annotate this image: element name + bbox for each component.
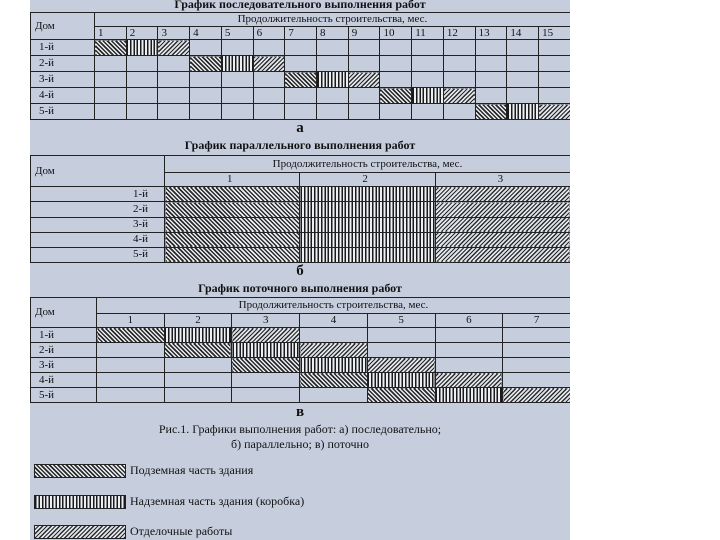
month-label: 5 <box>367 314 435 328</box>
work-bar-finish <box>158 40 190 56</box>
house-row <box>31 388 571 403</box>
house-row <box>31 40 571 56</box>
work-bar-finish <box>435 373 503 388</box>
schedule-cell <box>443 104 475 120</box>
work-bar-finish <box>253 56 285 72</box>
schedule-cell <box>158 104 190 120</box>
work-bar-above <box>300 247 435 262</box>
month-label: 6 <box>435 314 503 328</box>
month-label: 2 <box>164 314 232 328</box>
work-bar-finish <box>300 343 368 358</box>
month-label: 10 <box>380 27 412 40</box>
work-bar-finish <box>367 358 435 373</box>
work-bar-under <box>232 358 300 373</box>
month-label: 11 <box>412 27 444 40</box>
chart-b-title: График параллельного выполнения работ <box>184 138 416 152</box>
schedule-cell <box>232 388 300 403</box>
schedule-cell <box>380 56 412 72</box>
schedule-cell <box>97 373 165 388</box>
house-label: 2-й <box>31 343 97 358</box>
schedule-cell <box>190 72 222 88</box>
schedule-cell <box>126 88 158 104</box>
schedule-cell <box>380 104 412 120</box>
work-bar-under <box>165 247 300 262</box>
house-label: 5-й <box>31 247 165 262</box>
schedule-cell <box>190 88 222 104</box>
figure-caption-line-1: Рис.1. Графики выполнения работ: а) последовательно; <box>158 422 442 436</box>
schedule-cell <box>164 373 232 388</box>
schedule-cell <box>97 358 165 373</box>
work-bar-above <box>300 217 435 232</box>
work-bar-finish <box>435 217 570 232</box>
house-label: 2-й <box>31 202 165 217</box>
chart-c-letter: в <box>295 404 305 420</box>
chart-a-letter: а <box>296 120 304 136</box>
house-label: 5-й <box>31 388 97 403</box>
schedule-cell <box>507 40 539 56</box>
schedule-cell <box>285 104 317 120</box>
schedule-cell <box>412 104 444 120</box>
work-bar-above <box>300 232 435 247</box>
house-row <box>31 328 571 343</box>
work-bar-under <box>475 104 507 120</box>
header-row <box>31 13 571 27</box>
schedule-cell <box>285 88 317 104</box>
work-bar-finish <box>503 388 570 403</box>
house-row <box>31 104 571 120</box>
schedule-cell <box>285 56 317 72</box>
work-bar-finish <box>443 88 475 104</box>
work-bar-finish <box>435 232 570 247</box>
chart-b-letter: б <box>296 263 304 279</box>
dom-header: Дом <box>31 298 97 328</box>
schedule-cell <box>380 40 412 56</box>
chart-c-title: График поточного выполнения работ <box>198 281 402 295</box>
house-row <box>31 56 571 72</box>
schedule-cell <box>503 343 570 358</box>
month-label: 2 <box>126 27 158 40</box>
schedule-cell <box>317 88 349 104</box>
month-label: 1 <box>97 314 165 328</box>
schedule-cell <box>503 358 570 373</box>
work-bar-under <box>97 328 165 343</box>
house-label: 3-й <box>31 72 95 88</box>
work-bar-above <box>435 388 503 403</box>
house-label: 1-й <box>31 328 97 343</box>
months-row <box>31 314 571 328</box>
month-label: 4 <box>190 27 222 40</box>
schedule-cell <box>158 56 190 72</box>
schedule-cell <box>367 343 435 358</box>
house-label: 4-й <box>31 232 165 247</box>
months-row <box>31 27 571 40</box>
schedule-cell <box>348 88 380 104</box>
work-bar-under <box>367 388 435 403</box>
schedule-cell <box>221 40 253 56</box>
schedule-cell <box>190 40 222 56</box>
schedule-cell <box>443 40 475 56</box>
schedule-cell <box>475 72 507 88</box>
schedule-cell <box>190 104 222 120</box>
work-bar-under <box>165 187 300 202</box>
schedule-cell <box>300 388 368 403</box>
schedule-cell <box>97 388 165 403</box>
work-bar-finish <box>539 104 570 120</box>
schedule-cell <box>539 56 570 72</box>
schedule-cell <box>164 358 232 373</box>
document-sheet <box>30 0 570 540</box>
schedule-cell <box>95 88 127 104</box>
house-row <box>31 187 571 202</box>
legend-swatch-underground <box>34 464 126 478</box>
chart-a-table <box>30 12 570 120</box>
duration-header: Продолжительность строительства, мес. <box>97 298 571 314</box>
work-bar-under <box>165 232 300 247</box>
schedule-cell <box>539 40 570 56</box>
schedule-cell <box>95 72 127 88</box>
legend-swatch-aboveground <box>34 495 126 509</box>
work-bar-above <box>164 328 232 343</box>
month-label: 13 <box>475 27 507 40</box>
work-bar-under <box>285 72 317 88</box>
month-label: 1 <box>95 27 127 40</box>
schedule-cell <box>95 56 127 72</box>
work-bar-above <box>412 88 444 104</box>
schedule-cell <box>507 72 539 88</box>
house-row <box>31 343 571 358</box>
house-row <box>31 217 571 232</box>
work-bar-above <box>221 56 253 72</box>
house-row <box>31 202 571 217</box>
schedule-cell <box>507 56 539 72</box>
month-label: 5 <box>221 27 253 40</box>
schedule-cell <box>221 72 253 88</box>
house-row <box>31 88 571 104</box>
schedule-cell <box>253 104 285 120</box>
month-label: 6 <box>253 27 285 40</box>
house-label: 5-й <box>31 104 95 120</box>
house-label: 2-й <box>31 56 95 72</box>
schedule-cell <box>317 104 349 120</box>
month-label: 3 <box>435 173 570 187</box>
house-label: 4-й <box>31 88 95 104</box>
schedule-cell <box>300 328 368 343</box>
work-bar-above <box>232 343 300 358</box>
schedule-cell <box>253 72 285 88</box>
schedule-cell <box>158 72 190 88</box>
schedule-cell <box>435 343 503 358</box>
schedule-cell <box>412 56 444 72</box>
house-row <box>31 373 571 388</box>
schedule-cell <box>539 88 570 104</box>
legend-label-aboveground: Надземная часть здания (коробка) <box>130 494 305 508</box>
schedule-cell <box>367 328 435 343</box>
schedule-cell <box>317 56 349 72</box>
schedule-cell <box>126 56 158 72</box>
schedule-cell <box>221 88 253 104</box>
schedule-cell <box>232 373 300 388</box>
legend-swatch-finishing <box>34 525 126 539</box>
month-label: 12 <box>443 27 475 40</box>
house-label: 1-й <box>31 187 165 202</box>
house-label: 1-й <box>31 40 95 56</box>
month-label: 3 <box>158 27 190 40</box>
work-bar-finish <box>232 328 300 343</box>
figure-caption-line-2: б) параллельно; в) поточно <box>231 437 369 451</box>
header-row <box>31 298 571 314</box>
house-row <box>31 72 571 88</box>
work-bar-above <box>367 373 435 388</box>
legend-label-finishing: Отделочные работы <box>130 524 233 538</box>
month-label: 7 <box>503 314 570 328</box>
house-label: 3-й <box>31 217 165 232</box>
house-label: 4-й <box>31 373 97 388</box>
schedule-cell <box>126 72 158 88</box>
month-label: 4 <box>300 314 368 328</box>
work-bar-above <box>126 40 158 56</box>
schedule-cell <box>126 104 158 120</box>
schedule-cell <box>412 72 444 88</box>
schedule-cell <box>95 104 127 120</box>
house-row <box>31 358 571 373</box>
work-bar-finish <box>435 247 570 262</box>
chart-c-table <box>30 297 570 403</box>
house-row <box>31 232 571 247</box>
schedule-cell <box>475 56 507 72</box>
schedule-cell <box>317 40 349 56</box>
schedule-cell <box>158 88 190 104</box>
month-label: 3 <box>232 314 300 328</box>
schedule-cell <box>285 40 317 56</box>
work-bar-above <box>300 202 435 217</box>
schedule-cell <box>507 88 539 104</box>
work-bar-under <box>165 217 300 232</box>
duration-header: Продолжительность строительства, мес. <box>165 156 571 173</box>
work-bar-finish <box>348 72 380 88</box>
schedule-cell <box>503 373 570 388</box>
schedule-cell <box>97 343 165 358</box>
schedule-cell <box>164 388 232 403</box>
work-bar-under <box>300 373 368 388</box>
house-label: 3-й <box>31 358 97 373</box>
month-label: 9 <box>348 27 380 40</box>
schedule-cell <box>475 88 507 104</box>
schedule-cell <box>348 40 380 56</box>
work-bar-under <box>164 343 232 358</box>
work-bar-above <box>300 187 435 202</box>
dom-header: Дом <box>31 13 95 40</box>
schedule-cell <box>380 72 412 88</box>
chart-b-table <box>30 155 570 263</box>
schedule-cell <box>539 72 570 88</box>
schedule-cell <box>443 72 475 88</box>
schedule-cell <box>348 104 380 120</box>
duration-header: Продолжительность строительства, мес. <box>95 13 571 27</box>
schedule-cell <box>435 328 503 343</box>
month-label: 15 <box>539 27 570 40</box>
house-row <box>31 247 571 262</box>
month-label: 7 <box>285 27 317 40</box>
schedule-cell <box>503 328 570 343</box>
schedule-cell <box>348 56 380 72</box>
legend-label-underground: Подземная часть здания <box>130 463 254 477</box>
month-label: 8 <box>317 27 349 40</box>
header-row <box>31 156 571 173</box>
schedule-cell <box>253 40 285 56</box>
work-bar-under <box>95 40 127 56</box>
schedule-cell <box>443 56 475 72</box>
work-bar-under <box>165 202 300 217</box>
chart-a-title: График последовательного выполнения работ <box>174 0 426 11</box>
work-bar-above <box>300 358 368 373</box>
dom-header: Дом <box>31 156 165 187</box>
work-bar-finish <box>435 187 570 202</box>
schedule-cell <box>475 40 507 56</box>
schedule-cell <box>435 358 503 373</box>
schedule-cell <box>412 40 444 56</box>
work-bar-above <box>507 104 539 120</box>
month-label: 1 <box>165 173 300 187</box>
month-label: 2 <box>300 173 435 187</box>
schedule-cell <box>253 88 285 104</box>
work-bar-above <box>317 72 349 88</box>
work-bar-under <box>190 56 222 72</box>
schedule-cell <box>221 104 253 120</box>
month-label: 14 <box>507 27 539 40</box>
work-bar-finish <box>435 202 570 217</box>
work-bar-under <box>380 88 412 104</box>
